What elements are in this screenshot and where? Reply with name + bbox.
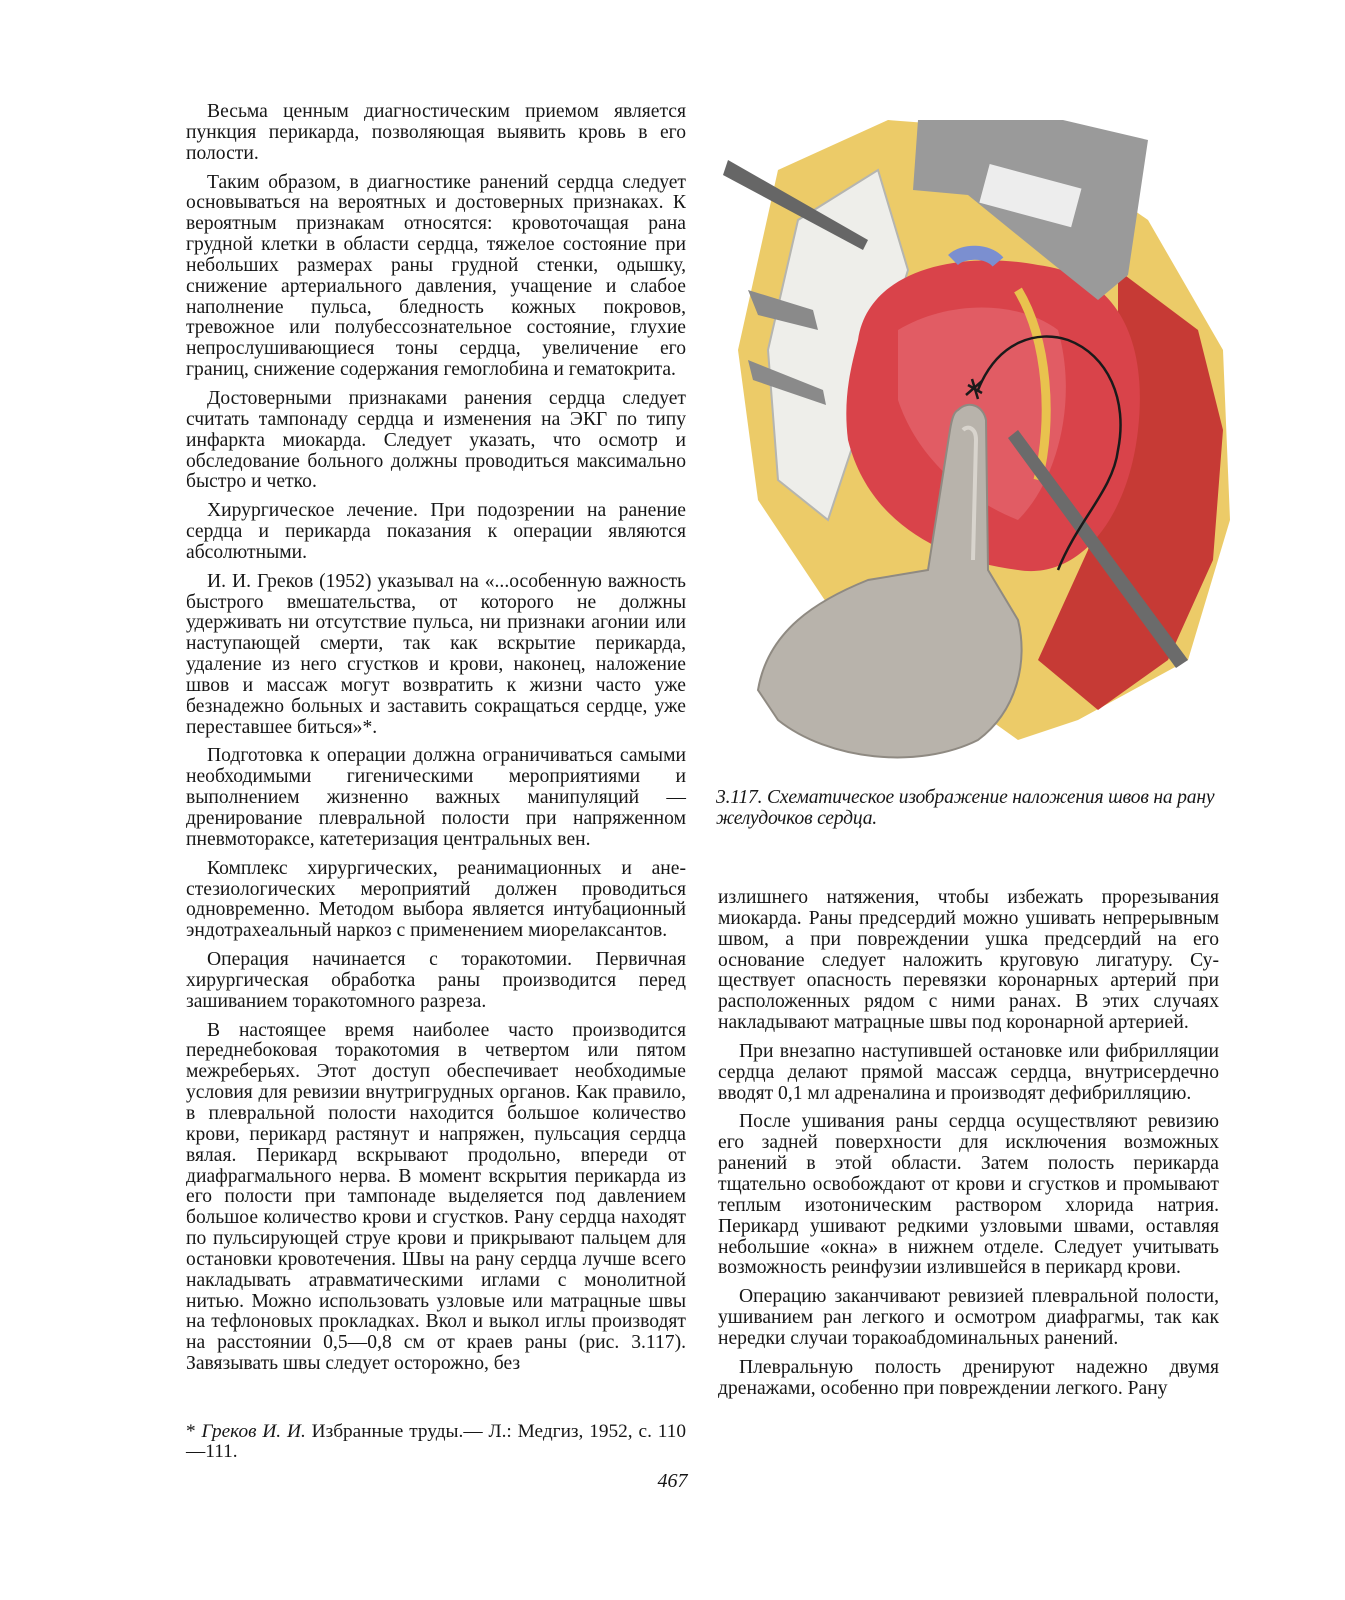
footnote-author: Греков И. И.	[201, 1421, 306, 1442]
right-text-column	[718, 888, 1219, 1407]
figure-caption: 3.117. Схематическое изображение наложения швов на рану желудочков сердца.	[716, 787, 1215, 829]
footnote-text: Избранные труды.— Л.: Медгиз, 1952, с. 110—111.	[186, 1421, 686, 1462]
paragraph: Хирургическое лечение. При подозрении на ранение сердца и перикарда показания к операции являются абсолютными.	[186, 500, 686, 563]
heart-suture-drawing	[718, 100, 1238, 778]
paragraph: Таким образом, в диагностике ранений сердца следует основываться на вероятных и достоверных признаках. К вероятным признакам относятся: кровоточащая рана грудной клетки в области сердца, тяжелое состояние при небольших размерах раны грудной стенки, одышку, снижение артериального давления, учащение и слабое наполнение пульса, бледность кожных покровов, тревожное или полубессознательное состояние, глухие непрослушивающиеся тоны сердца, увеличение его границ, снижение содержания гемоглобина и гематокрита.	[186, 171, 686, 381]
paragraph: В настоящее время наиболее часто производится переднебоковая торакотомия в четвертом или пятом межреберьях. Этот доступ обеспечивает необходимые условия для ревизии внутригрудных органов. Как правило, в плевральной полости находится большое количество крови, перикард растянут и напряжен, пульсация сердца вялая. Перикард вскрывают продольно, впереди от диафрагмального нерва. В момент вскрытия перикарда из его полости при тампонаде выделяется под давлением большое количество крови и сгустков. Рану сердца находят по пульсирующей струе крови и прикрывают пальцем для остановки кровотечения. Швы на рану сердца лучше всего накладывать атравматическими иглами с монолитной нитью. Можно использовать узловые или матрацные швы на тефлоновых прокладках. Вкол и выкол иглы производят на расстоянии 0,5—0,8 см от краев раны (рис. 3.117). Завязывать швы следует осторожно, без	[186, 1019, 686, 1375]
paragraph: Операцию заканчивают ревизией плевральной полости, ушиванием ран легкого и осмотром диафрагмы, так как нередки случаи торакоабдоминальных ранений.	[718, 1286, 1219, 1349]
footnote	[186, 1422, 686, 1462]
surgical-illustration	[718, 100, 1238, 778]
page-number: 467	[657, 1470, 688, 1492]
paragraph: Операция начинается с торакотомии. Первичная хирургическая обработка раны производится перед зашиванием торакотомного разреза.	[186, 949, 686, 1012]
paragraph: Плевральную полость дренируют надежно двумя дренажами, особенно при повреждении легкого. Рану	[718, 1356, 1219, 1399]
paragraph: После ушивания раны сердца осуществляют ревизию его задней поверхности для исключения возможных ранений в этой области. Затем полость перикарда тщательно освобождают от крови и сгустков и промывают теплым изотоническим раствором хлорида натрия. Перикард ушивают редкими узловыми швами, оставляя небольшие «окна» в нижнем отделе. Следует учитывать возможность реинфузии излившейся в перикард крови.	[718, 1111, 1219, 1279]
paragraph: При внезапно наступившей остановке или фибрилляции сердца делают прямой массаж сердца, внутрисердечно вводят 0,1 мл адреналина и производят дефибрилляцию.	[718, 1040, 1219, 1104]
paragraph: Комплекс хирургических, реанимационных и анестезиологических мероприятий должен проводиться одновременно. Методом выбора является интубационный эндотрахеальный наркоз с применением миорелаксантов.	[186, 857, 686, 942]
left-text-column	[186, 102, 686, 1383]
paragraph: Достоверными признаками ранения сердца следует считать тампонаду сердца и изменения на ЭКГ по типу инфаркта миокарда. Следует указать, что осмотр и обследование больного должны проводиться максимально быстро и четко.	[186, 387, 686, 493]
paragraph: И. И. Греков (1952) указывал на «...особенную важность быстрого вмешательства, от которого не должны удерживать ни отсутствие пульса, ни признаки агонии или наступающей смерти, так как вскрытие перикарда, удаление из него сгустков и крови, наконец, наложение швов и массаж могут возвратить к жизни часто уже безнадежно больных и заставить сокращаться сердце, уже переставшее биться»*.	[186, 570, 686, 738]
footnote-marker: *	[186, 1421, 202, 1442]
paragraph: Подготовка к операции должна ограничиваться самыми необходимыми гигеническими мероприятиями и выполнением жизненно важных манипуляций — дренирование плевральной полости при напряженном пневмотораксе, катетеризация центральных вен.	[186, 745, 686, 850]
paragraph: Весьма ценным диагностическим приемом является пункция перикарда, позволяющая выявить кровь в его полости.	[186, 101, 686, 164]
paragraph: излишнего натяжения, чтобы избежать прорезывания миокарда. Раны предсердий можно ушивать непрерывным швом, а при повреждении ушка предсердий на его основание следует наложить круговую лигатуру. Существует опасность перевязки коронарных артерий при расположенных рядом с ними ранах. В этих случаях накладывают матрацные швы под коронарной артерией.	[718, 887, 1219, 1034]
